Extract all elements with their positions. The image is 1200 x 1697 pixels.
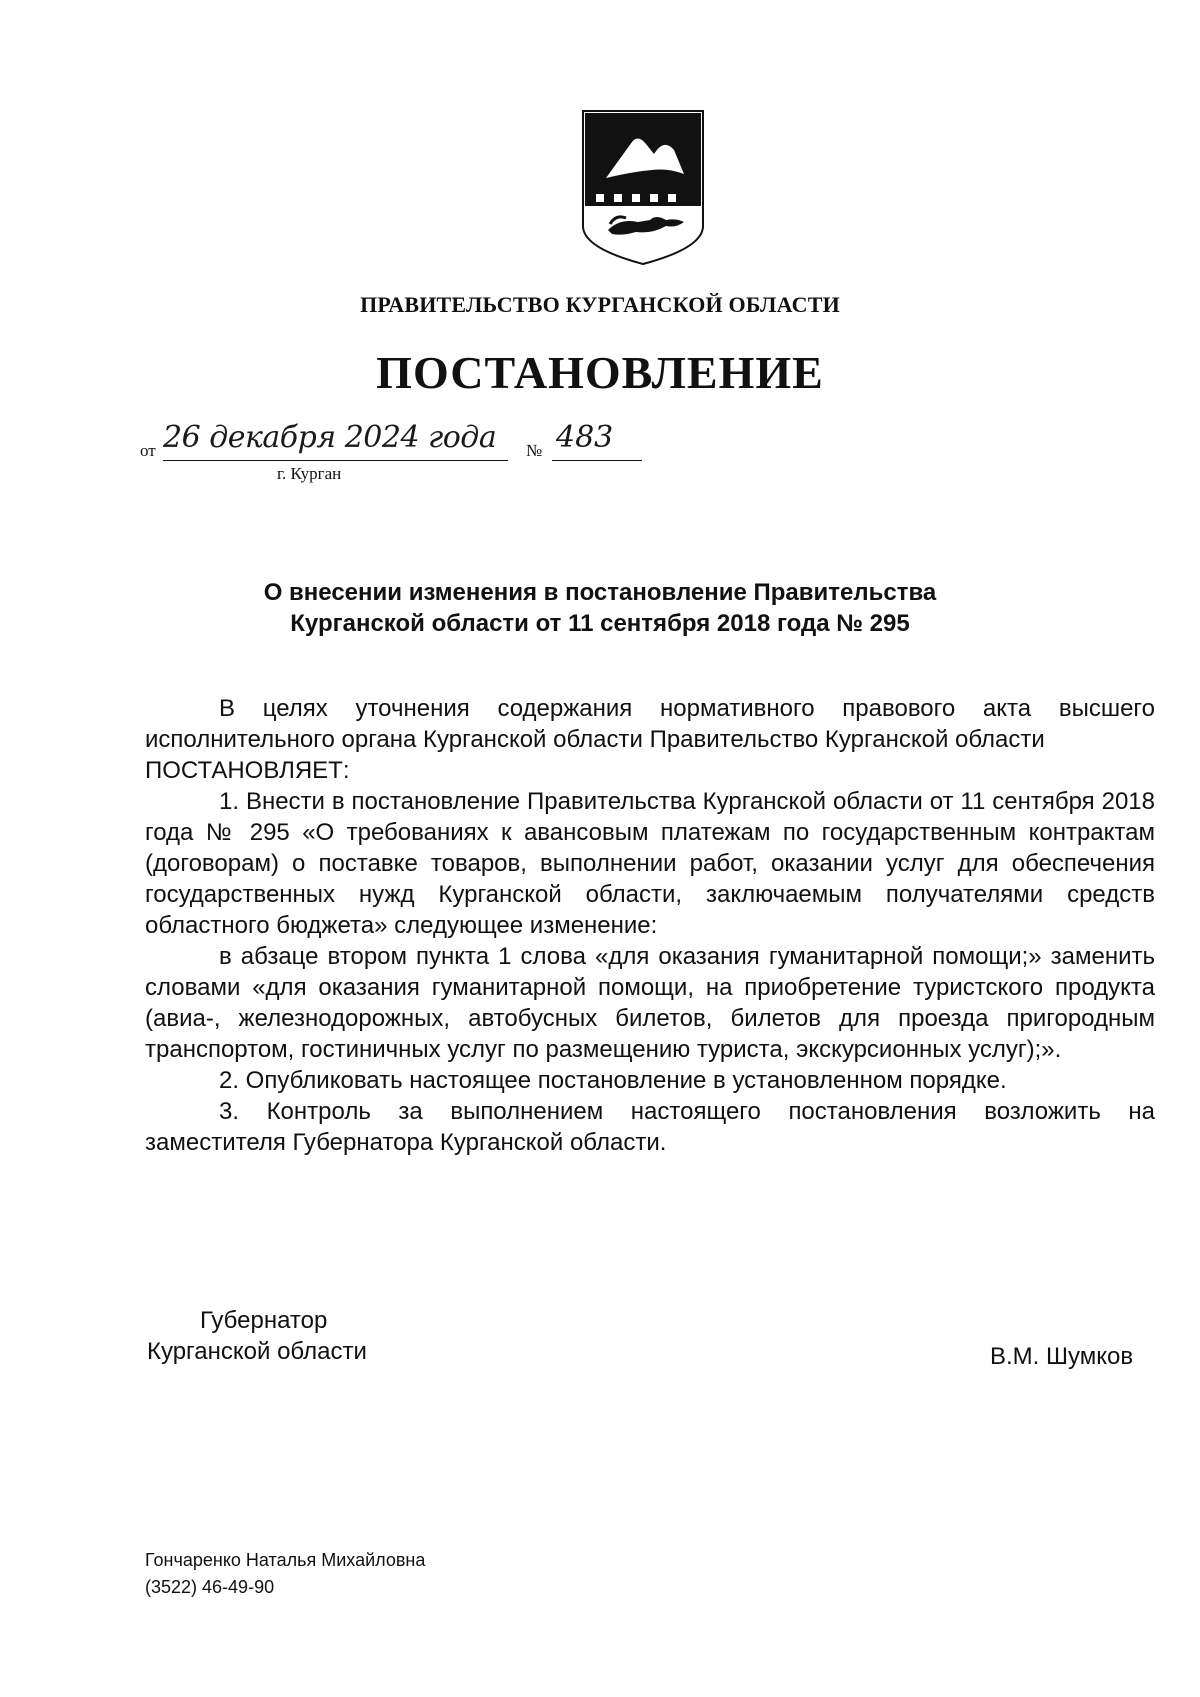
number-underline xyxy=(552,460,642,461)
date-value: 26 декабря 2024 года xyxy=(163,420,497,455)
body-resolves: ПОСТАНОВЛЯЕТ: xyxy=(145,757,350,784)
document-body xyxy=(145,693,1155,1158)
body-paragraph-preamble: В целях уточнения содержания нормативного правового акта высшего исполнительного органа Курганской области Правительство Курганской области xyxy=(145,695,1155,753)
body-paragraph-item-3: 3. Контроль за выполнением настоящего постановления возложить на заместителя Губернатора Курганской области. xyxy=(145,1098,1155,1156)
kurgan-coat-of-arms-icon xyxy=(580,108,706,266)
body-paragraph-item-2: 2. Опубликовать настоящее постановление в установленном порядке. xyxy=(219,1067,1007,1094)
date-underline xyxy=(163,460,508,461)
signatory-title-line-1: Губернатор xyxy=(200,1307,328,1334)
number-value: 483 xyxy=(556,420,614,455)
subject-line-1: О внесении изменения в постановление Правительства xyxy=(263,579,937,606)
document-subject xyxy=(150,577,1050,639)
subject-line-2: Курганской области от 11 сентября 2018 года № 295 xyxy=(290,610,910,637)
government-title: ПРАВИТЕЛЬСТВО КУРГАНСКОЙ ОБЛАСТИ xyxy=(360,292,840,317)
contact-name: Гончаренко Наталья Михайловна xyxy=(145,1550,426,1570)
signatory-name: В.М. Шумков xyxy=(990,1343,1134,1370)
document-type-title: ПОСТАНОВЛЕНИЕ xyxy=(376,347,824,398)
number-prefix: № xyxy=(526,441,543,460)
body-paragraph-item-1: 1. Внести в постановление Правительства Курганской области от 11 сентября 2018 года № 295 «О требованиях к авансовым платежам по государственным контрактам (договорам) о поставке товаров, выполнении работ, оказании услуг для обеспечения государственных нужд Курганской области, заключаемым получателями средств областного бюджета» следующее изменение: xyxy=(145,788,1155,939)
city-label: г. Курган xyxy=(277,464,342,483)
date-prefix: от xyxy=(140,441,156,460)
body-paragraph-amendment: в абзаце втором пункта 1 слова «для оказания гуманитарной помощи;» заменить словами «для оказания гуманитарной помощи, на приобретение туристского продукта (авиа-, железнодорожных, автобусных билетов, билетов для проезда пригородным транспортом, гостиничных услуг по размещению туриста, экскурсионных услуг);». xyxy=(145,943,1155,1063)
signatory-title-line-2: Курганской области xyxy=(147,1338,367,1365)
contact-phone: (3522) 46-49-90 xyxy=(145,1577,275,1597)
